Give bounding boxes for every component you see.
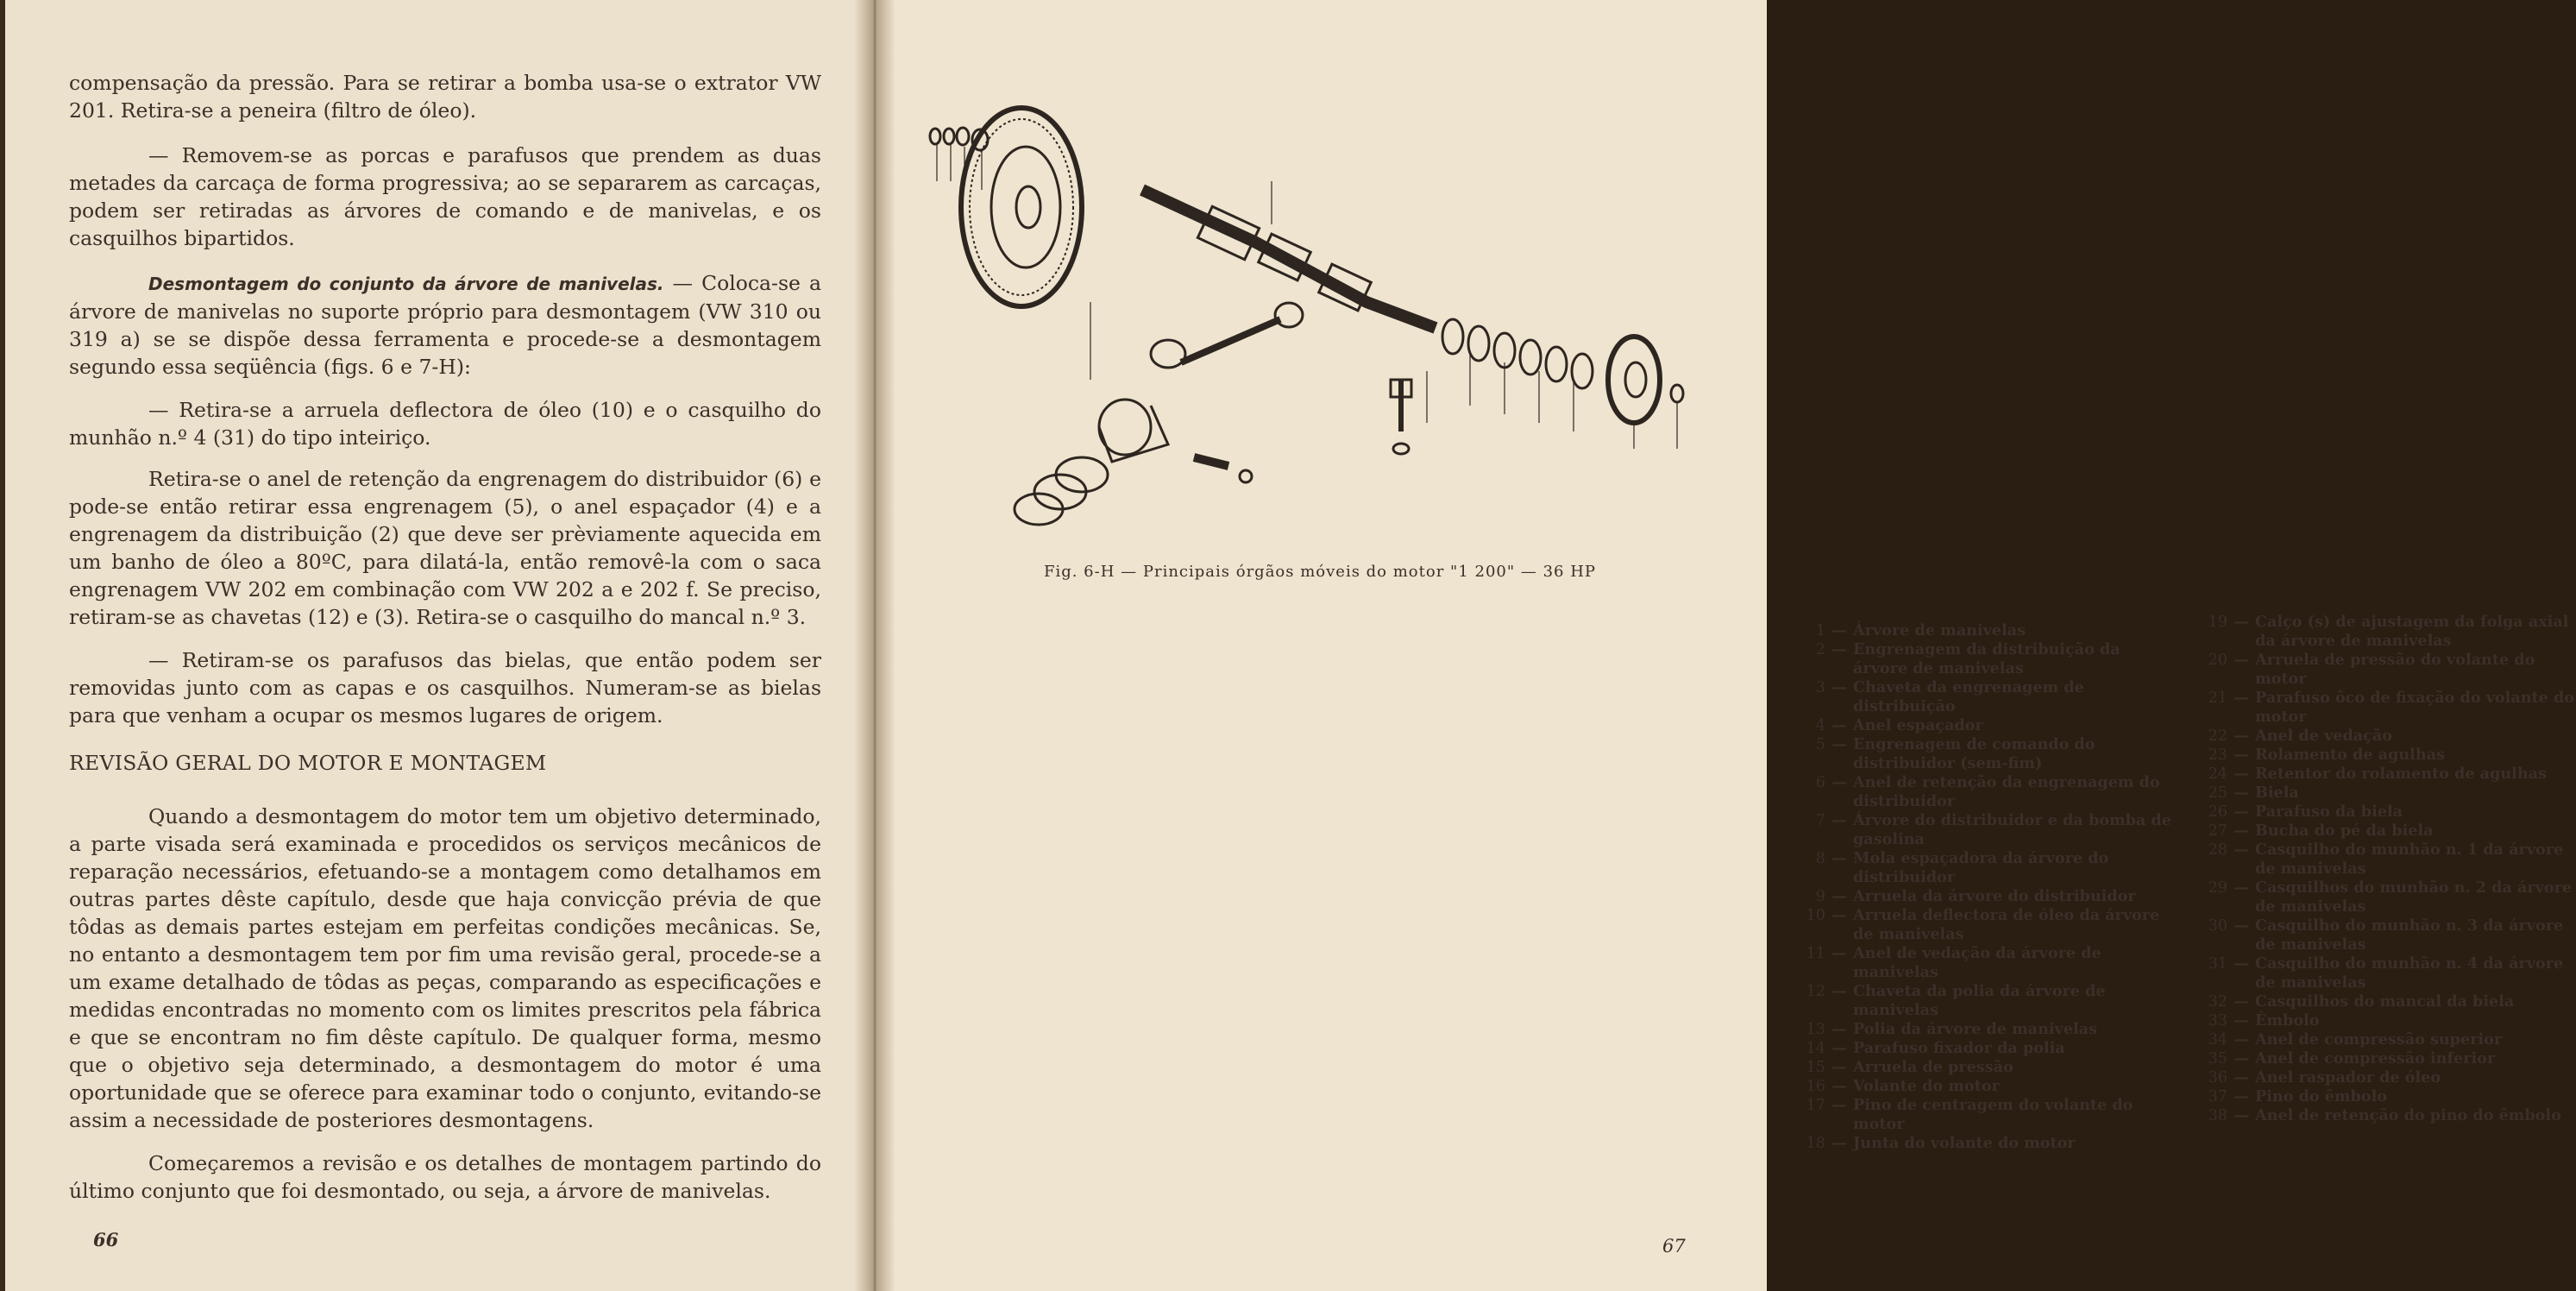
legend-item-text: Anel raspador de óleo [2255,1068,2441,1086]
legend-dash: — [2234,841,2249,859]
paragraph-5: Retira-se o anel de retenção da engrenagem do distribuidor (6) e pode-se então retirar essa engrenagem (5), o anel espaçador (4) e a engrenagem da distribuição (2) que deve ser prèviamente aquecida em um banho de óleo a 80ºC, para dilatá-la, então removê-la com o saca engrenagem VW 202 em combinação com VW 202 a e 202 f. Se preciso, retiram-se as chavetas (12) e (3). Retira-se o casquilho do mancal n.º 3. [69,467,821,629]
legend-item [2188,784,2576,803]
left-text-block [69,69,821,729]
legend-item [2188,1049,2576,1068]
legend-item-number: 13 [1806,1021,1825,1038]
legend-item [1786,982,2179,1020]
legend-item-number: 19 [2208,614,2227,631]
legend-dash: — [1831,887,1847,905]
crankshaft-illustration [1142,190,1436,328]
paragraph-8: Começaremos a revisão e os detalhes de montagem partindo do último conjunto que foi desmontado, ou seja, a árvore de manivelas. [69,1151,821,1203]
legend-item-text: Chaveta da polia da árvore de manivelas [1853,982,2106,1019]
legend-item [1786,1134,2179,1153]
legend-item [2188,879,2576,916]
legend-dash: — [1831,1039,1847,1057]
paragraph-1: compensação da pressão. Para se retirar a bomba usa-se o extrator VW 201. Retira-se a peneira (filtro de óleo). [69,71,821,123]
legend-dash: — [2234,1049,2249,1067]
legend-item [1786,1039,2179,1058]
legend-item-number: 6 [1815,774,1825,791]
legend-dash: — [1831,640,1847,658]
legend-dash: — [1831,621,1847,639]
legend-dash: — [1831,849,1847,867]
legend-item [2188,1106,2576,1125]
legend-item-text: Pino do êmbolo [2255,1087,2387,1105]
legend-item-text: Calço (s) de ajustagem da folga axial da árvore de manivelas [2255,613,2569,650]
legend-item-number: 14 [1806,1040,1825,1057]
legend-item-number: 18 [1806,1135,1825,1152]
paragraph-4: — Retira-se a arruela deflectora de óleo (10) e o casquilho do munhão n.º 4 (31) do tipo inteiriço. [69,398,821,450]
legend-item-text: Anel espaçador [1853,716,1983,734]
engine-parts-exploded-diagram [918,95,1694,518]
legend-item-text: Chaveta da engrenagem de distribuição [1853,678,2084,715]
legend-dash: — [1831,906,1847,924]
legend-item-number: 31 [2208,955,2227,973]
legend-item-text: Parafuso ôco de fixação do volante do motor [2255,689,2575,726]
legend-dash: — [1831,944,1847,962]
legend-item-number: 28 [2208,841,2227,859]
legend-item [1786,944,2179,982]
legend-item-text: Anel de vedação [2255,727,2393,745]
legend-item [2188,765,2576,784]
legend-item-text: Polia da árvore de manivelas [1853,1020,2097,1038]
legend-item-text: Casquilho do munhão n. 4 da árvore de manivelas [2255,954,2564,992]
legend-item-number: 25 [2208,784,2227,802]
legend-item-number: 9 [1815,888,1825,905]
legend-dash: — [2234,727,2249,745]
legend-item-text: Êmbolo [2255,1011,2320,1030]
legend-item [1786,678,2179,716]
legend-item-number: 29 [2208,879,2227,897]
legend-item [1786,773,2179,811]
legend-item [2188,822,2576,841]
legend-dash: — [1831,1020,1847,1038]
legend-item [1786,811,2179,849]
legend-item-number: 26 [2208,803,2227,821]
legend-item-text: Casquilho do munhão n. 1 da árvore de manivelas [2255,841,2564,878]
legend-dash: — [2234,1087,2249,1105]
legend-item [1786,1077,2179,1096]
legend-item [2188,1011,2576,1030]
legend-dash: — [1831,1134,1847,1152]
legend-dash: — [2234,1068,2249,1086]
legend-item [1786,735,2179,773]
legend-item-number: 32 [2208,993,2227,1011]
legend-item [1786,621,2179,640]
legend-dash: — [2234,651,2249,669]
legend-item-text: Anel de compressão inferior [2255,1049,2496,1067]
legend-item [2188,1068,2576,1087]
legend-item-text: Árvore do distribuidor e da bomba de gasolina [1853,811,2171,848]
legend-item-number: 21 [2208,690,2227,707]
bearing-rings [1442,319,1593,388]
legend-item-text: Engrenagem da distribuição da árvore de manivelas [1853,640,2120,677]
piston-illustration [1015,400,1168,525]
legend-item-number: 1 [1815,622,1825,639]
legend-item-number: 38 [2208,1107,2227,1124]
page-number-left: 66 [93,1229,119,1250]
legend-item-text: Parafuso fixador da polia [1853,1039,2065,1057]
piston-pin-illustration [1194,457,1252,482]
legend-item-number: 7 [1815,812,1825,829]
legend-item-number: 8 [1815,850,1825,867]
legend-item [2188,651,2576,689]
pulley-illustration [1608,337,1683,423]
legend-item-text: Bucha do pé da biela [2255,822,2434,840]
legend-item-number: 23 [2208,746,2227,764]
legend-item-text: Anel de vedação da árvore de manivelas [1853,944,2102,981]
legend-item-text: Junta do volante do motor [1853,1134,2076,1152]
paragraph-2: — Removem-se as porcas e parafusos que prendem as duas metades da carcaça de forma progressiva; ao se separarem as carcaças, podem ser retiradas as árvores de comando e de manivelas, e os casquilhos bipartidos. [69,143,821,250]
legend-item [1786,906,2179,944]
legend-item-text: Arruela da árvore do distribuidor [1853,887,2136,905]
flywheel-illustration [961,108,1082,306]
legend-item-number: 11 [1806,945,1825,962]
figure-caption: Fig. 6-H — Principais órgãos móveis do motor "1 200" — 36 HP [1043,563,1597,581]
left-page [0,0,875,1291]
legend-item-number: 24 [2208,765,2227,783]
legend-dash: — [2234,765,2249,783]
legend-dash: — [2234,689,2249,707]
legend-item-number: 37 [2208,1088,2227,1105]
legend-item-number: 35 [2208,1050,2227,1067]
legend-dash: — [2234,916,2249,935]
legend-item-text: Retentor do rolamento de agulhas [2255,765,2547,783]
legend-dash: — [2234,1106,2249,1124]
legend-item-number: 3 [1815,679,1825,696]
legend-item [1786,640,2179,678]
legend-item-text: Pino de centragem do volante do motor [1853,1096,2133,1133]
legend-item-text: Anel de retenção da engrenagem do distribuidor [1853,773,2160,810]
legend-column-1 [1786,621,2179,1153]
legend-dash: — [2234,784,2249,802]
legend-item [1786,1020,2179,1039]
legend-item-number: 16 [1806,1078,1825,1095]
paragraph-7: Quando a desmontagem do motor tem um objetivo determinado, a parte visada será examinada e procedidos os serviços mecânicos de reparação necessários, efetuando-se a montagem como detalhamos em outras partes dêste capítulo, desde que haja convicção prévia de que tôdas as demais partes estejam em perfeitas condições mecânicas. Se, no entanto a desmontagem tem por fim uma revisão geral, procede-se a um exame detalhado de tôdas as peças, comparando as especificações e medidas encontradas no momento com os limites prescritos pela fábrica e que se encontram no fim dêste capítulo. De qualquer forma, mesmo que o objetivo seja determinado, a desmontagem do motor é uma oportunidade que se oferece para examinar todo o conjunto, evitando-se assim a necessidade de posteriores desmontagens. [69,804,821,1132]
legend-dash: — [1831,678,1847,696]
legend-item-number: 27 [2208,822,2227,840]
legend-item-text: Casquilhos do munhão n. 2 da árvore de manivelas [2255,879,2573,916]
legend-item [2188,841,2576,879]
legend-item-text: Arruela deflectora de óleo da árvore de manivelas [1853,906,2160,943]
legend-item-text: Anel de retenção do pino do êmbolo [2255,1106,2561,1124]
legend-item [2188,954,2576,992]
legend-item-number: 5 [1815,736,1825,753]
legend-dash: — [1831,773,1847,791]
paragraph-3 [69,269,821,381]
paragraph-6: — Retiram-se os parafusos das bielas, que então podem ser removidas junto com as capas e os casquilhos. Numeram-se as bielas para que venham a ocupar os mesmos lugares de origem. [69,648,821,727]
legend-item-text: Anel de compressão superior [2255,1030,2503,1049]
legend-item-text: Rolamento de agulhas [2255,746,2445,764]
legend-dash: — [1831,1077,1847,1095]
legend-item-text: Árvore de manivelas [1853,621,2026,639]
legend-item [1786,887,2179,906]
legend-item [1786,716,2179,735]
legend-dash: — [1831,716,1847,734]
legend-item-text: Mola espaçadora da árvore do distribuidor [1853,849,2109,886]
legend-item [2188,803,2576,822]
legend-item-number: 2 [1815,641,1825,658]
legend-item [1786,1096,2179,1134]
legend-item-number: 30 [2208,917,2227,935]
legend-item [2188,746,2576,765]
legend-item-number: 17 [1806,1097,1825,1114]
legend-item-number: 34 [2208,1031,2227,1049]
right-page [875,0,2575,1291]
legend-item-number: 36 [2208,1069,2227,1086]
legend-item-number: 12 [1806,983,1825,1000]
section-heading: REVISÃO GERAL DO MOTOR E MONTAGEM [69,751,547,775]
distributor-shaft-illustration [1391,380,1411,454]
legend-dash: — [2234,746,2249,764]
legend-item-text: Biela [2255,784,2299,802]
legend-dash: — [2234,954,2249,973]
legend-item-number: 15 [1806,1059,1825,1076]
legend-item [2188,613,2576,651]
legend-item [2188,916,2576,954]
legend-dash: — [1831,735,1847,753]
legend-dash: — [2234,1030,2249,1049]
legend-item-number: 22 [2208,727,2227,745]
left-text-block-2 [69,803,821,1205]
legend-item [1786,1058,2179,1077]
paragraph-3-heading: Desmontagem do conjunto da árvore de manivelas. [148,274,664,294]
legend-dash: — [1831,1058,1847,1076]
connecting-rod-illustration [1151,303,1303,368]
legend-item-text: Casquilho do munhão n. 3 da árvore de manivelas [2255,916,2564,954]
binding-edge [0,0,5,1291]
legend-dash: — [2234,803,2249,821]
paragraph-3-body: — Coloca-se a árvore de manivelas no suporte próprio para desmontagem (VW 310 ou 319 a) se se dispõe dessa ferramenta e procede-se a desmontagem segundo essa seqüência (figs. 6 e 7-H): [69,271,822,379]
legend-item [2188,1030,2576,1049]
legend-item-text: Arruela de pressão [1853,1058,2014,1076]
legend-dash: — [2234,613,2249,631]
legend-item [1786,849,2179,887]
page-number-right: 67 [1662,1236,1686,1256]
legend-item [2188,992,2576,1011]
legend-item-text: Parafuso da biela [2255,803,2403,821]
legend-item [2188,689,2576,727]
legend-dash: — [1831,982,1847,1000]
legend-dash: — [2234,992,2249,1011]
legend-item-number: 10 [1806,907,1825,924]
legend-item-text: Arruela de pressão do volante do motor [2255,651,2535,688]
legend-dash: — [1831,1096,1847,1114]
legend-column-2 [2188,613,2576,1125]
legend-dash: — [2234,1011,2249,1030]
legend-item-text: Engrenagem de comando do distribuidor (sem-fim) [1853,735,2095,772]
legend-dash: — [2234,879,2249,897]
legend-item [2188,727,2576,746]
legend-dash: — [2234,822,2249,840]
legend-dash: — [1831,811,1847,829]
legend-item-number: 4 [1815,717,1825,734]
legend-item-number: 33 [2208,1012,2227,1030]
legend-item-text: Volante do motor [1853,1077,2000,1095]
legend-item [2188,1087,2576,1106]
legend-item-number: 20 [2208,652,2227,669]
legend-item-text: Casquilhos do mancal da biela [2255,992,2515,1011]
